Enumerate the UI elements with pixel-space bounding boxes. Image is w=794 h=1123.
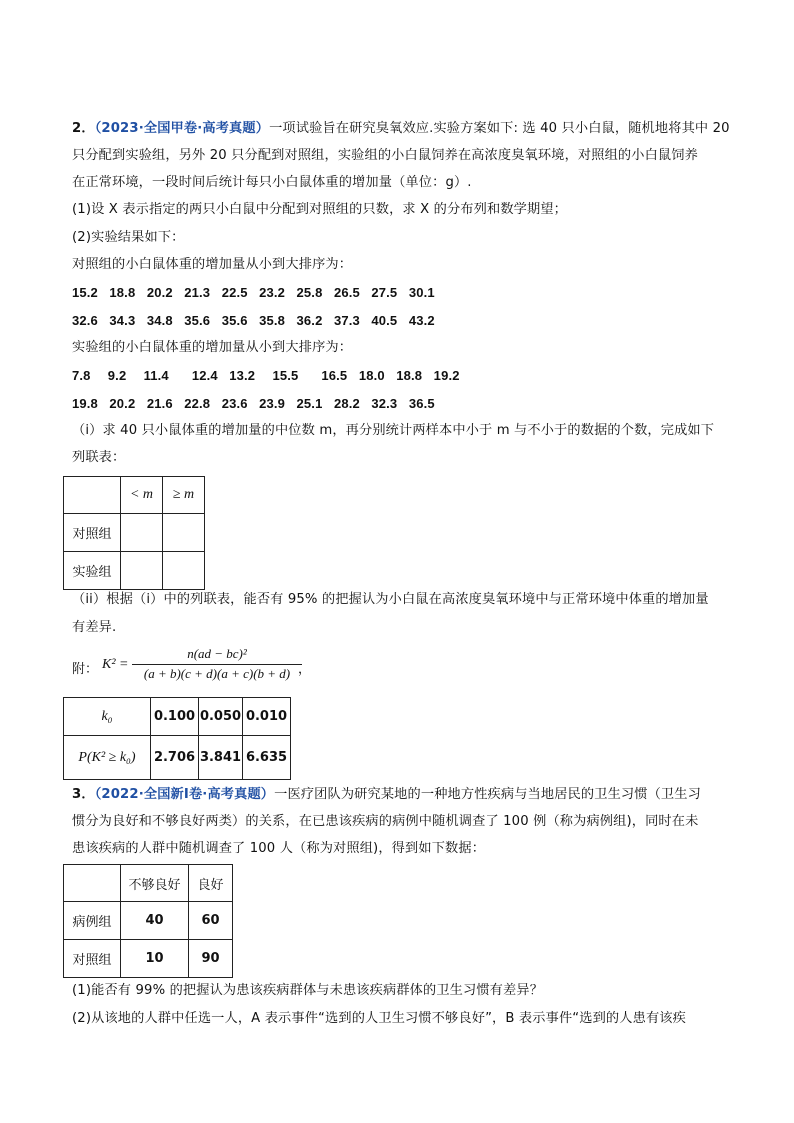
table-cell	[163, 514, 205, 552]
table-cell	[163, 552, 205, 590]
probability-label: P(K² ≥ k₀)	[64, 736, 151, 780]
table-value: 40	[121, 902, 189, 940]
formula-denominator: (a + b)(c + d)(a + c)(b + d)	[143, 666, 291, 681]
control-group-data-row2: 32.6 34.3 34.8 35.6 35.6 35.8 36.2 37.3 40.5 43.2	[72, 313, 435, 328]
row-label-experiment: 实验组	[64, 552, 121, 590]
problem-2-intro-line3: 在正常环境，一段时间后统计每只小白鼠体重的增加量（单位：g）.	[72, 175, 472, 190]
problem-2-intro-line1	[72, 119, 732, 139]
k0-label: k₀	[64, 698, 151, 736]
problem-3-intro-line3: 患该疾病的人群中随机调查了 100 人（称为对照组)，得到如下数据：	[72, 841, 486, 856]
problem-3-source: （2022·全国新Ⅰ卷·高考真题）	[94, 787, 275, 802]
question-i-line1: （i）求 40 只小鼠体重的增加量的中位数 m，再分别统计两样本中小于 m 与不小于的数据的个数，完成如下	[72, 423, 715, 438]
contingency-table-blank	[63, 476, 205, 590]
experiment-group-data-row1: 7.8 9.2 11.4 12.4 13.2 15.5 16.5 18.0 18.8 19.2	[72, 368, 460, 383]
question-ii-line2: 有差异.	[72, 620, 117, 635]
control-group-title: 对照组的小白鼠体重的增加量从小到大排序为：	[72, 257, 353, 272]
problem-3-intro-line1	[72, 785, 732, 805]
table-cell	[121, 514, 163, 552]
row-label-case: 病例组	[64, 902, 121, 940]
formula-numerator: n(ad − bc)²	[187, 646, 247, 661]
formula-lhs: K² =	[102, 657, 129, 672]
problem-2-question-1: (1)设 X 表示指定的两只小白鼠中分配到对照组的只数，求 X 的分布列和数学期望；	[72, 202, 568, 217]
question-ii-line1: （ii）根据（i）中的列联表，能否有 95% 的把握认为小白鼠在高浓度臭氧环境中与正常环境中体重的增加量	[72, 592, 709, 607]
formula-end: ，	[298, 662, 312, 677]
critical-value: 3.841	[199, 736, 243, 780]
header-not-less-than-m: ≥ m	[163, 477, 205, 514]
problem-3-question-1: (1)能否有 99% 的把握认为患该疾病群体与未患该疾病群体的卫生习惯有差异？	[72, 983, 544, 998]
table-corner-cell	[64, 865, 121, 902]
formula-label: 附：	[72, 662, 99, 677]
header-not-good: 不够良好	[121, 865, 189, 902]
experiment-group-data-row2: 19.8 20.2 21.6 22.8 23.6 23.9 25.1 28.2 32.3 36.5	[72, 396, 435, 411]
hygiene-data-table	[63, 864, 233, 978]
row-label-control: 对照组	[64, 514, 121, 552]
table-value: 10	[121, 940, 189, 978]
alpha-value: 0.050	[199, 698, 243, 736]
row-label-control: 对照组	[64, 940, 121, 978]
critical-value: 2.706	[151, 736, 199, 780]
header-less-than-m: < m	[121, 477, 163, 514]
critical-value: 6.635	[243, 736, 291, 780]
alpha-value: 0.010	[243, 698, 291, 736]
problem-2-intro-line2: 只分配到实验组，另外 20 只分配到对照组，实验组的小白鼠饲养在高浓度臭氧环境，对照组的小白鼠饲养	[72, 148, 698, 163]
experiment-group-title: 实验组的小白鼠体重的增加量从小到大排序为：	[72, 340, 353, 355]
control-group-data-row1: 15.2 18.8 20.2 21.3 22.5 23.2 25.8 26.5 27.5 30.1	[72, 285, 435, 300]
table-cell	[121, 552, 163, 590]
problem-3-question-2: (2)从该地的人群中任选一人，A 表示事件“选到的人卫生习惯不够良好”，B 表示事件“选到的人患有该疾	[72, 1011, 686, 1026]
table-corner-cell	[64, 477, 121, 514]
header-good: 良好	[189, 865, 233, 902]
problem-2-text: 一项试验旨在研究臭氧效应.实验方案如下: 选 40 只小白鼠，随机地将其中 20	[269, 121, 730, 136]
question-i-line2: 列联表：	[72, 450, 126, 465]
critical-value-table	[63, 697, 291, 780]
table-value: 90	[189, 940, 233, 978]
alpha-value: 0.100	[151, 698, 199, 736]
problem-2-source: （2023·全国甲卷·高考真题）	[94, 121, 270, 136]
problem-3-number: 3．	[72, 787, 95, 802]
fraction-bar	[132, 664, 302, 665]
problem-3-text: 一医疗团队为研究某地的一种地方性疾病与当地居民的卫生习惯（卫生习	[274, 787, 701, 802]
problem-3-intro-line2: 惯分为良好和不够良好两类）的关系，在已患该疾病的病例中随机调查了 100 例（称为病例组)，同时在未	[72, 814, 699, 829]
problem-2-question-2: (2)实验结果如下：	[72, 230, 185, 245]
problem-2-number: 2．	[72, 121, 95, 136]
table-value: 60	[189, 902, 233, 940]
